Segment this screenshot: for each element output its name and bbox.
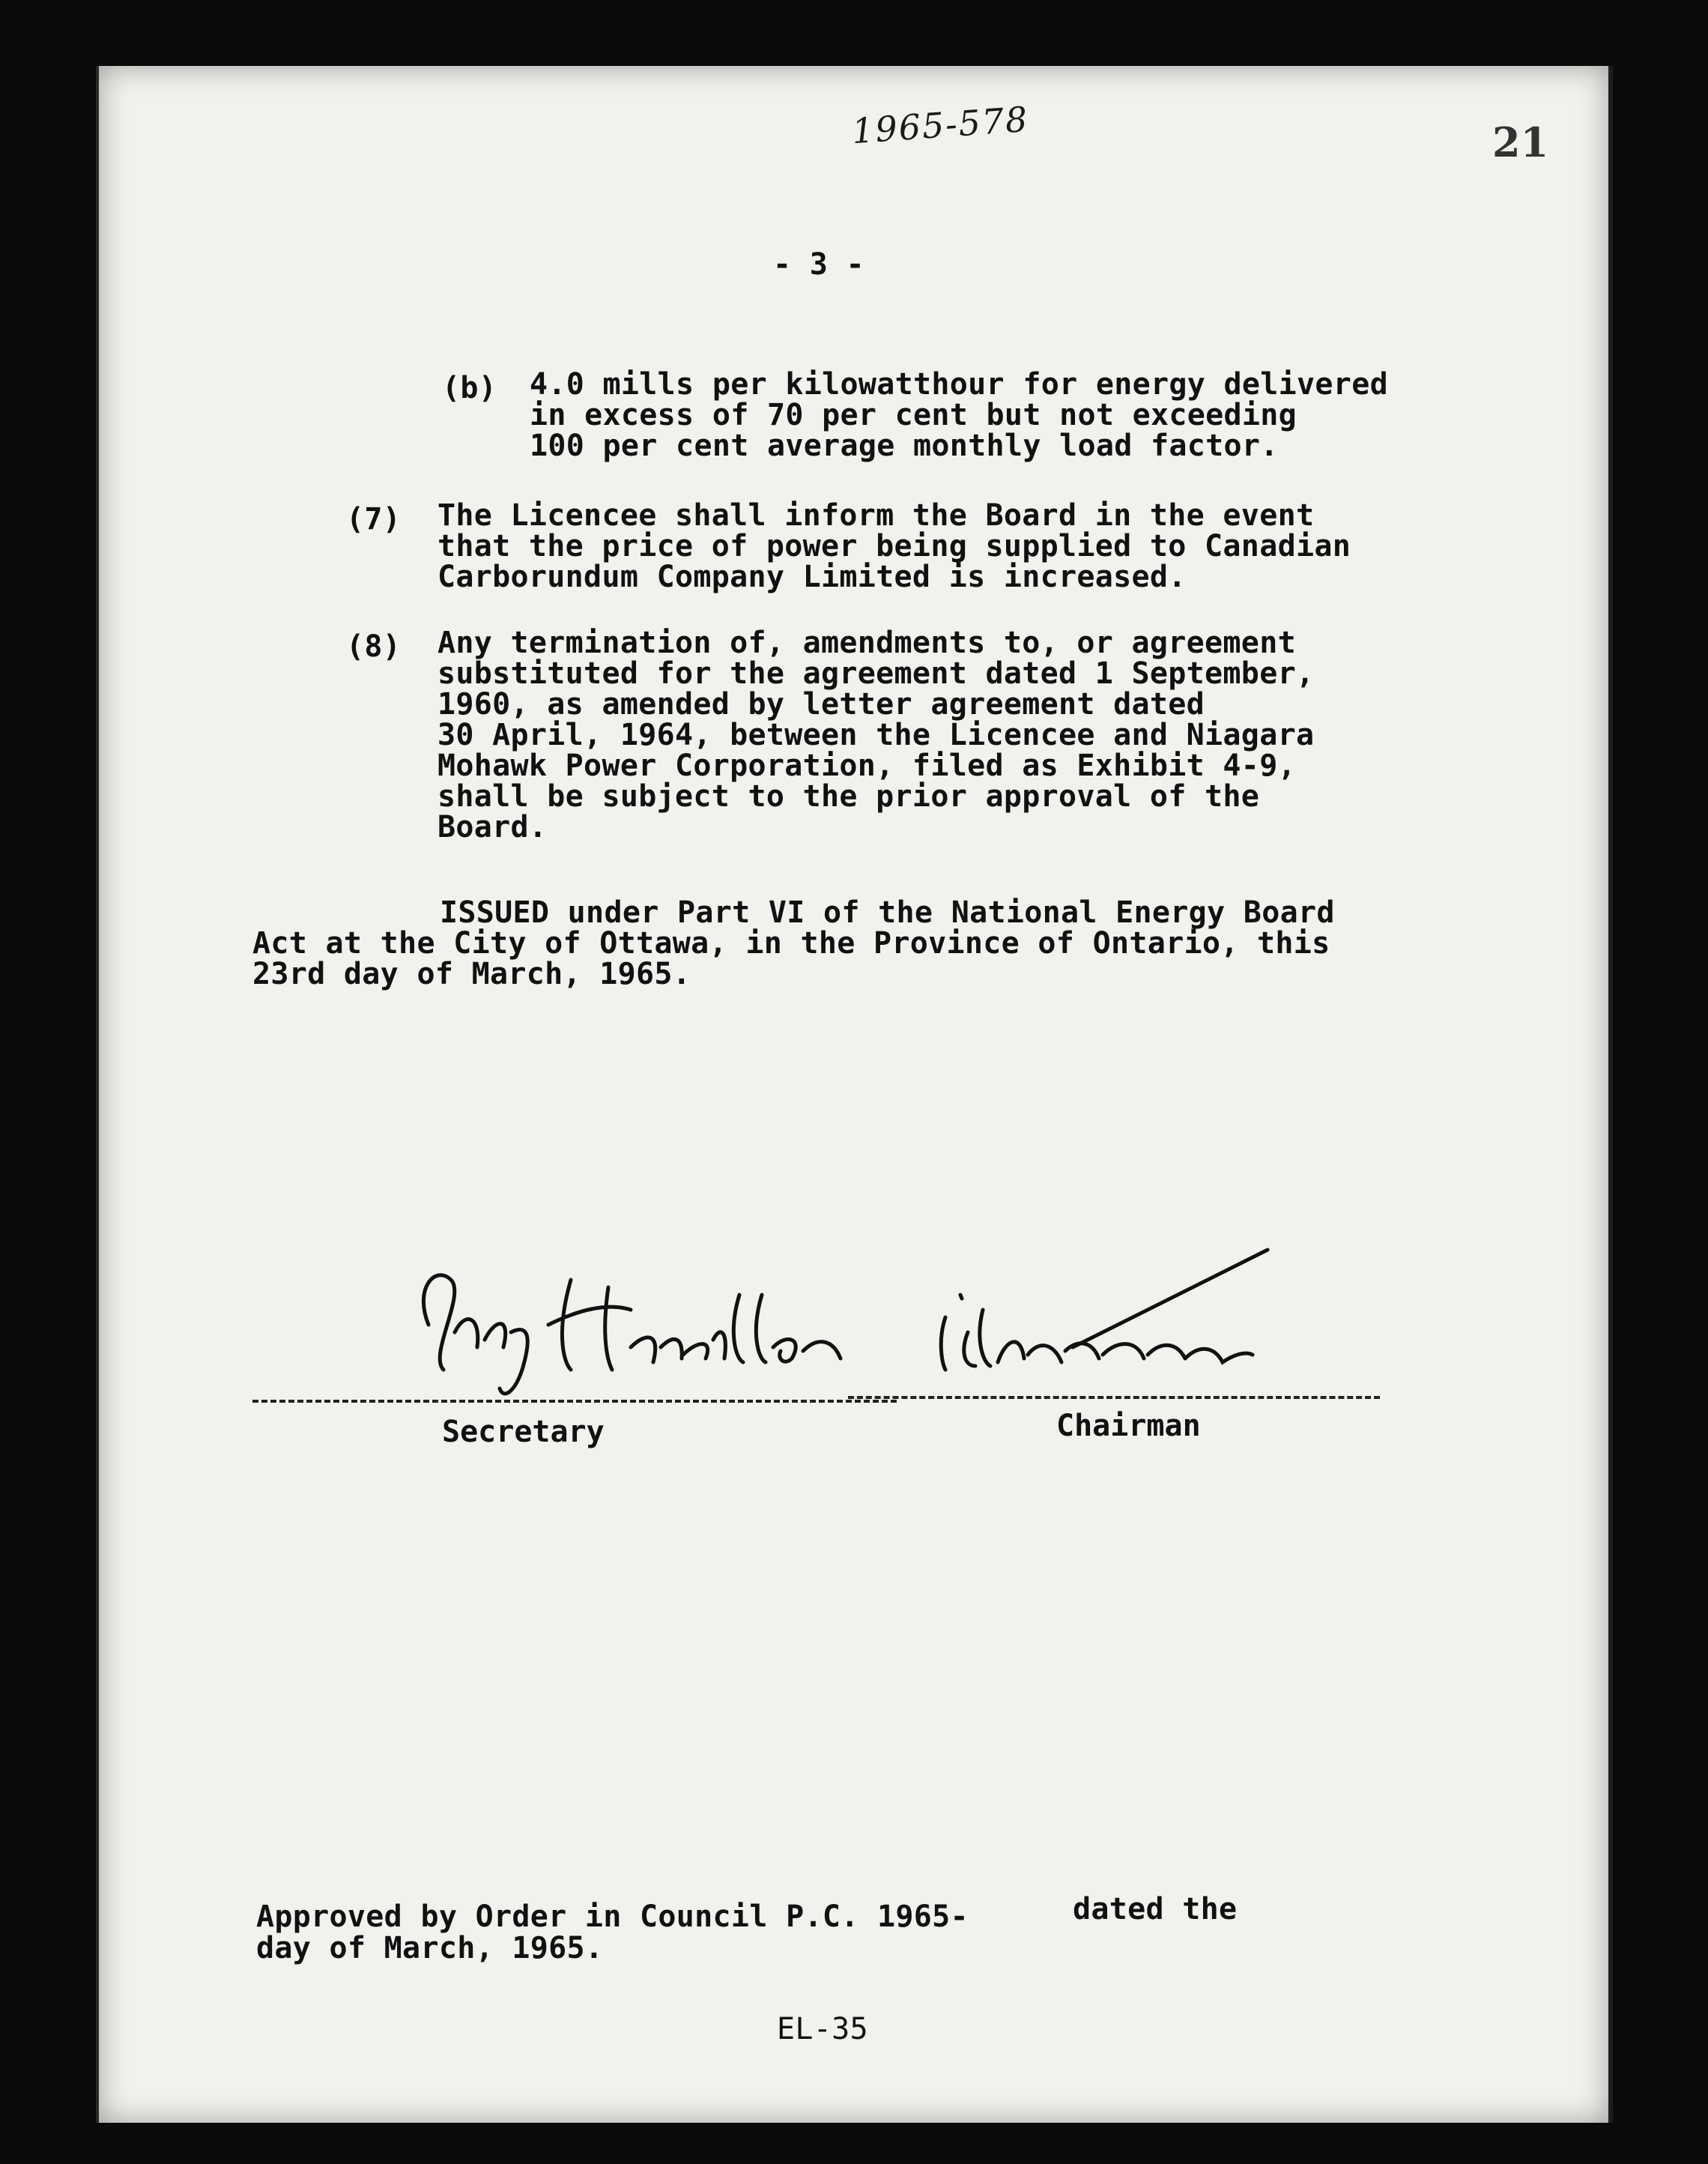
clause-line: Any termination of, amendments to, or agreement [437,626,1296,660]
clause-line: 100 per cent average monthly load factor. [530,429,1279,463]
secretary-signature-line [252,1400,897,1403]
approval-line-1: Approved by Order in Council P.C. 1965- [256,1899,969,1934]
clause-8-label: (8) [346,629,402,664]
clause-line: Carborundum Company Limited is increased. [437,560,1187,594]
chairman-signature-line [848,1396,1380,1399]
approval-line-2: day of March, 1965. [256,1931,604,1965]
document-page [96,66,1613,2123]
handwritten-signatures [324,1220,1417,1415]
page-marker: - 3 - [773,247,864,282]
issued-line: Act at the City of Ottawa, in the Province of Ontario, this [252,926,1330,961]
stamp-page-number: 21 [1492,118,1549,166]
clause-line: that the price of power being supplied to Canadian [437,529,1351,563]
clause-line: Board. [437,810,548,844]
approval-dated: dated the [1073,1892,1238,1926]
clause-8-text [437,628,1314,843]
footer-code: EL-35 [777,2012,868,2046]
issued-line: 23rd day of March, 1965. [252,957,691,991]
secretary-label: Secretary [442,1415,605,1449]
clause-b-label: (b) [442,371,497,405]
clause-line: 4.0 mills per kilowatthour for energy delivered [530,367,1388,402]
clause-b-text [530,369,1388,462]
clause-line: 30 April, 1964, between the Licencee and Niagara [437,718,1315,752]
issued-paragraph [252,895,1335,991]
issued-line: ISSUED under Part VI of the National Energy Board [440,895,1335,930]
clause-7-text [437,498,1351,594]
clause-line: in excess of 70 per cent but not exceeding [530,398,1297,432]
clause-line: The Licencee shall inform the Board in the event [437,498,1315,533]
handwritten-reference: 1965-578 [850,98,1031,152]
clause-line: shall be subject to the prior approval of the [437,779,1260,814]
clause-line: 1960, as amended by letter agreement dated [437,687,1205,722]
clause-7-label: (7) [346,502,402,537]
chairman-label: Chairman [1056,1409,1201,1443]
clause-line: Mohawk Power Corporation, filed as Exhibit 4-9, [437,749,1296,783]
clause-line: substituted for the agreement dated 1 September, [437,656,1315,691]
